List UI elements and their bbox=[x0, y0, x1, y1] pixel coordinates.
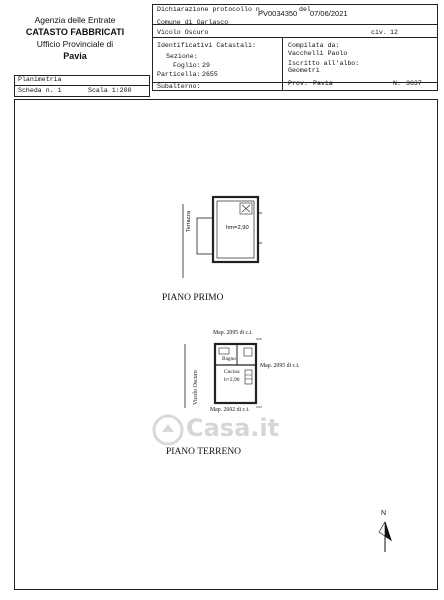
iscritto-label: Iscritto all'albo: bbox=[288, 60, 360, 67]
albo-value: Geometri bbox=[288, 67, 320, 74]
identificativi-title: Identificativi Catastali: bbox=[157, 42, 256, 49]
bagno-label: Bagno bbox=[222, 356, 236, 362]
planimetria-title: Planimetria bbox=[18, 76, 62, 83]
address-civ-label: civ. bbox=[371, 29, 387, 36]
scheda-number: Scheda n. 1 bbox=[18, 87, 62, 94]
cucina-label: Cucina bbox=[224, 369, 240, 375]
particella-label: Particella: bbox=[157, 71, 201, 78]
scala: Scala 1:200 bbox=[88, 87, 132, 94]
terrazza-label: Terrazza bbox=[186, 210, 192, 232]
address-civ: 12 bbox=[390, 29, 398, 36]
agency-name: Agenzia delle Entrate bbox=[34, 15, 116, 25]
protocol-date: 07/06/2021 bbox=[310, 9, 348, 18]
protocol-number: PV0034350 bbox=[258, 9, 298, 18]
compilata-name: Vacchelli Paolo bbox=[288, 50, 348, 57]
protocol-label: Dichiarazione protocollo n. bbox=[157, 6, 264, 13]
n-label: N. bbox=[393, 80, 401, 87]
piano-primo-title: PIANO PRIMO bbox=[162, 293, 224, 303]
sezione-label: Sezione: bbox=[166, 53, 198, 60]
street-label: Vicolo Oscuro bbox=[193, 370, 199, 405]
agency-office: Ufficio Provinciale di bbox=[36, 39, 114, 49]
terreno-height-label: h=2,90 bbox=[224, 377, 240, 383]
foglio-label: Foglio: bbox=[173, 62, 201, 69]
foglio-value: 29 bbox=[202, 62, 210, 69]
agency-catasto: CATASTO FABBRICATI bbox=[25, 27, 125, 37]
north-label: N bbox=[381, 510, 387, 517]
comune: Comune di Garlasco bbox=[157, 19, 229, 26]
prov-value: Pavia bbox=[313, 80, 333, 87]
watermark-text: Casa.it bbox=[186, 414, 280, 442]
compilata-label: Compilata da: bbox=[288, 42, 340, 49]
piano-primo-plan bbox=[183, 197, 262, 278]
prov-label: Prov. bbox=[288, 80, 308, 87]
subalterno-label: Subalterno: bbox=[157, 83, 201, 90]
primo-height-label: hm=2,90 bbox=[226, 225, 249, 231]
protocol-date-label: del bbox=[299, 6, 311, 13]
map-top-label: Map. 2095 di c.t. bbox=[213, 330, 253, 336]
map-right-label: Map. 2095 di c.t. bbox=[260, 363, 300, 369]
particella-value: 2655 bbox=[202, 71, 218, 78]
n-value: 3637 bbox=[406, 80, 422, 87]
north-arrow-icon bbox=[379, 522, 391, 552]
agency-province: Pavia bbox=[63, 51, 87, 61]
map-bottom-label: Map. 2602 di c.t. bbox=[210, 407, 250, 413]
piano-terreno-title: PIANO TERRENO bbox=[166, 447, 242, 457]
address-street: Vicolo Oscuro bbox=[157, 29, 209, 36]
